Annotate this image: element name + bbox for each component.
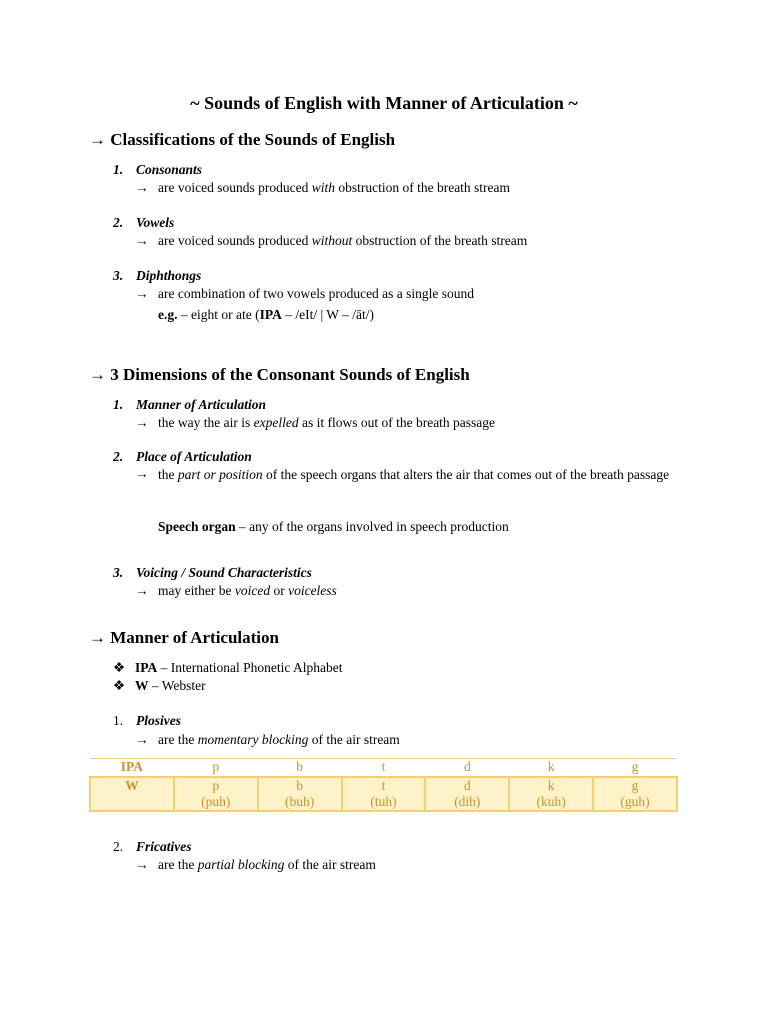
diamond-bullet-icon: ❖: [113, 660, 126, 675]
definition-plosives: → are the momentary blocking of the air stream: [135, 732, 400, 747]
table-row-webster: [90, 777, 677, 811]
arrow-icon: →: [135, 583, 149, 598]
list-item-voicing: 3. Voicing / Sound Characteristics: [113, 565, 312, 580]
list-item-vowels: 2. Vowels: [113, 215, 175, 230]
table-cell: t (tuh): [342, 777, 426, 811]
table-cell: d (dih): [425, 777, 509, 811]
example-diphthongs: e.g. – eight or ate (IPA – /eIt/ | W – /āt/): [158, 307, 375, 322]
table-row-ipa: [90, 759, 677, 778]
table-cell: k (kuh): [509, 777, 593, 811]
term-vowels: Vowels: [136, 215, 175, 230]
definition-consonants: → are voiced sounds produced with obstruction of the breath stream: [135, 180, 511, 195]
definition-fricatives: → are the partial blocking of the air stream: [135, 857, 376, 872]
definition-diphthongs: → are combination of two vowels produced as a single sound: [135, 286, 475, 301]
arrow-icon: →: [135, 732, 149, 747]
table-cell: d: [425, 759, 509, 778]
legend-item-webster: ❖ W – Webster: [113, 678, 206, 693]
table-cell: k: [509, 759, 593, 778]
definition-vowels: → are voiced sounds produced without obstruction of the breath stream: [135, 233, 528, 248]
definition-manner: → the way the air is expelled as it flows out of the breath passage: [135, 415, 496, 430]
table-cell: t: [342, 759, 426, 778]
term-diphthongs: Diphthongs: [136, 268, 202, 283]
list-item-plosives: 1. Plosives: [113, 713, 181, 728]
definition-voicing: → may either be voiced or voiceless: [135, 583, 337, 598]
note-speech-organ: Speech organ – any of the organs involved in speech production: [158, 519, 509, 534]
term-plosives: Plosives: [136, 713, 181, 728]
term-manner: Manner of Articulation: [136, 397, 267, 412]
table-cell: g: [593, 759, 677, 778]
arrow-icon: →: [135, 233, 149, 248]
arrow-icon: →: [135, 466, 149, 481]
term-voicing: Voicing / Sound Characteristics: [136, 565, 312, 580]
table-cell: b (buh): [258, 777, 342, 811]
section-heading-dimensions: → 3 Dimensions of the Consonant Sounds of English: [89, 365, 470, 384]
arrow-icon: →: [135, 415, 149, 430]
term-fricatives: Fricatives: [136, 839, 192, 854]
legend-item-ipa: ❖ IPA – International Phonetic Alphabet: [113, 660, 343, 675]
table-cell: p: [174, 759, 258, 778]
arrow-icon: →: [135, 286, 149, 301]
term-place: Place of Articulation: [136, 449, 252, 464]
arrow-icon: →: [135, 180, 149, 195]
arrow-icon: →: [135, 857, 149, 872]
plosives-table: [89, 758, 678, 812]
page-title: ~ Sounds of English with Manner of Articulation ~: [190, 93, 578, 113]
list-item-diphthongs: 3. Diphthongs: [113, 268, 202, 283]
list-item-place: 2. Place of Articulation: [113, 449, 252, 464]
term-consonants: Consonants: [136, 162, 203, 177]
table-header-ipa: IPA: [90, 759, 174, 778]
definition-place: → the part or position of the speech organs that alters the air that comes out of the breath passage: [135, 466, 670, 482]
list-item-manner: 1. Manner of Articulation: [113, 397, 267, 412]
table-cell: p (puh): [174, 777, 258, 811]
section-heading-manner: → Manner of Articulation: [89, 628, 279, 647]
table-cell: b: [258, 759, 342, 778]
list-item-consonants: 1. Consonants: [113, 162, 203, 177]
table-header-w: W: [90, 777, 174, 811]
table-cell: g (guh): [593, 777, 677, 811]
diamond-bullet-icon: ❖: [113, 678, 126, 693]
section-heading-classifications: → Classifications of the Sounds of English: [89, 130, 396, 149]
list-item-fricatives: 2. Fricatives: [113, 839, 192, 854]
